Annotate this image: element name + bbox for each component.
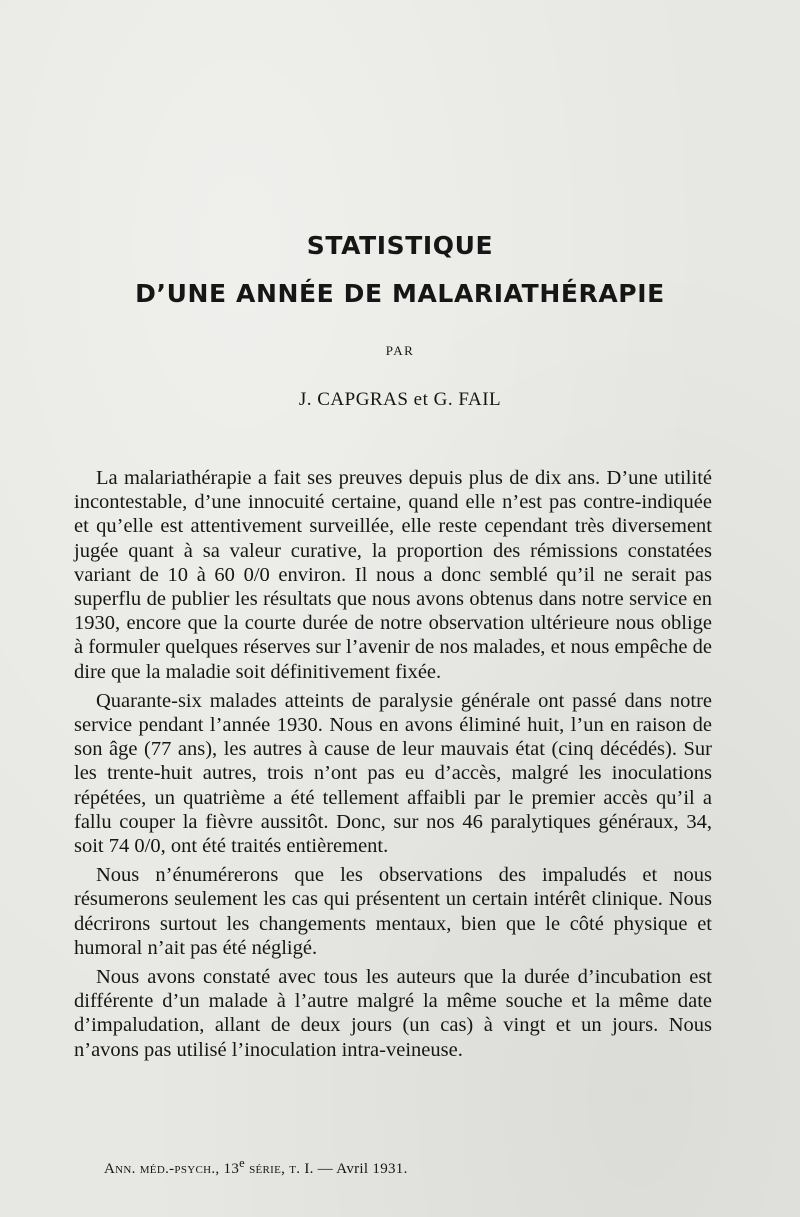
paragraph-2: Quarante-six malades atteints de paralysie générale ont passé dans notre service pendant l’année 1930. Nous en avons éliminé huit, l’un en raison de son âge (77 ans), les autres à cause de leur mauvais état (cinq décédés). Sur les trente-huit autres, trois n’ont pas eu d’accès, malgré les inoculations répétées, un quatrième a été tellement affaibli par le premier accès qu’il a fallu couper la fièvre aussitôt. Donc, sur nos 46 paralytiques généraux, 34, soit 74 0/0, ont été traités entièrement.: [74, 689, 712, 858]
byline-par: PAR: [385, 343, 415, 358]
footer-date: — Avril 1931.: [317, 1161, 408, 1177]
footer-series-num: 13: [223, 1161, 240, 1177]
article-title-line1: STATISTIQUE: [306, 231, 494, 260]
paragraph-3: Nous n’énumérerons que les observations des impaludés et nous résumerons seulement les cas qui présentent un certain intérêt clinique. Nous décrirons surtout les changements mentaux, bien que le côté physique et humoral n’ait pas été négligé.: [74, 864, 712, 959]
journal-footer: [104, 1156, 408, 1178]
article-title-line2: D’UNE ANNÉE DE MALARIATHÉRAPIE: [135, 279, 665, 308]
footer-series-word: série,: [249, 1161, 286, 1177]
footer-journal: Ann. méd.-psych.,: [104, 1161, 220, 1177]
paragraph-1: La malariathérapie a fait ses preuves depuis plus de dix ans. D’une utilité incontestable, d’une innocuité certaine, quand elle n’est pas contre-indiquée et qu’elle est attentivement surveillée, elle reste cependant très diversement jugée quant à sa valeur curative, la proportion des rémissions constatées variant de 10 à 60 0/0 environ. Il nous a donc semblé qu’il ne serait pas superflu de publier les résultats que nous avons obtenus dans notre service en 1930, encore que la courte durée de notre observation ultérieure nous oblige à formuler quelques réserves sur l’avenir de nos malades, et nous empêche de dire que la maladie soit définitivement fixée.: [74, 467, 712, 683]
footer-tome: t. I.: [289, 1161, 314, 1177]
footer-series-sup: e: [239, 1156, 246, 1170]
paragraph-4: Nous avons constaté avec tous les auteurs que la durée d’incubation est différente d’un malade à l’autre malgré la même souche et la même date d’impaludation, allant de deux jours (un cas) à vingt et un jours. Nous n’avons pas utilisé l’inoculation intra-veineuse.: [74, 966, 712, 1061]
article-authors: J. CAPGRAS et G. FAIL: [298, 389, 502, 410]
article-body: [74, 466, 712, 1067]
